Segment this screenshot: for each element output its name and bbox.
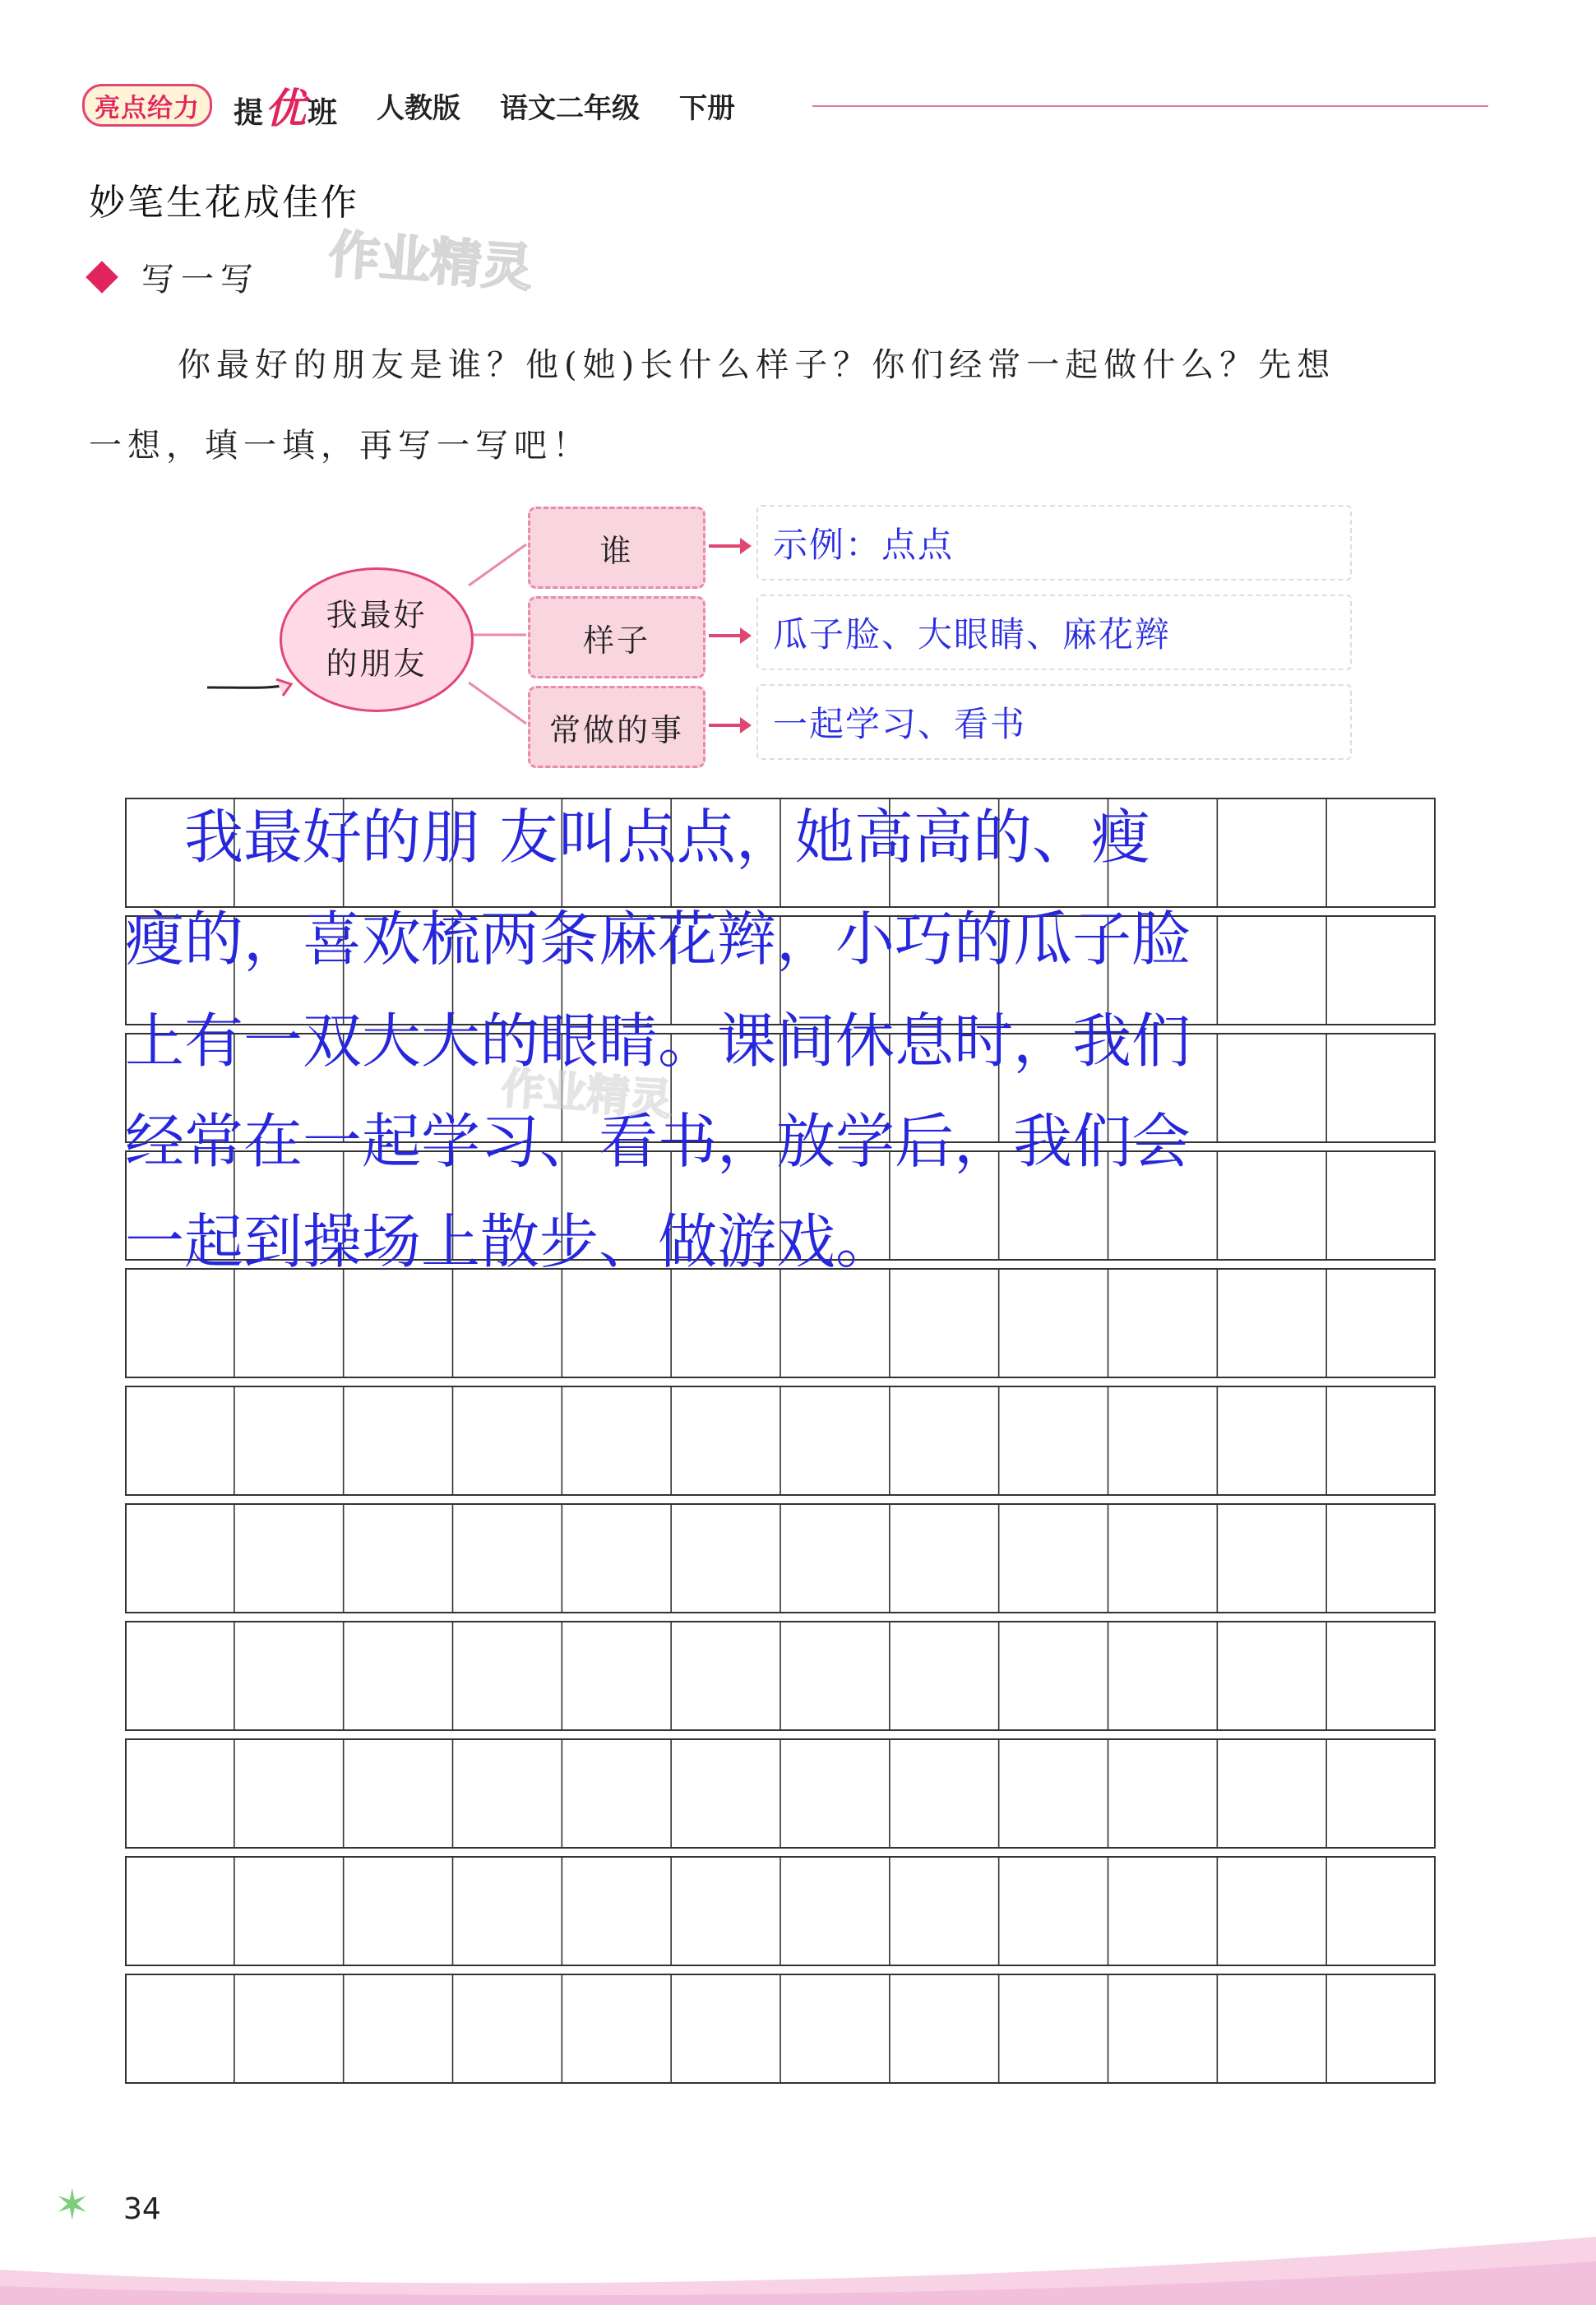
essay-line: 瘦的，喜欢梳两条麻花辫，小巧的瓜子脸 — [125, 905, 1191, 974]
arrow-icon — [709, 634, 748, 637]
section-title: 妙笔生花成佳作 — [89, 182, 359, 224]
series-suffix: 班 — [308, 96, 338, 130]
node-who: 谁 — [528, 507, 705, 589]
footer-swoosh — [0, 2220, 1596, 2305]
answer-who[interactable]: 示例：点点 — [756, 505, 1352, 581]
edition: 人教版 — [377, 91, 461, 125]
mind-map — [0, 0, 1596, 822]
star-icon: ✶ — [54, 2181, 90, 2230]
prompt-line-1: 你最好的朋友是谁？他(她)长什么样子？你们经常一起做什么？先想 — [178, 346, 1336, 384]
arrow-icon — [709, 544, 748, 548]
essay-line: 我最好的朋 友叫点点，她高高的、瘦 — [125, 803, 1150, 872]
subject: 语文二年级 — [500, 91, 641, 125]
center-line-1: 我最好 — [326, 597, 428, 634]
brand-badge: 亮点给力 — [82, 84, 212, 127]
answer-appearance[interactable]: 瓜子脸、大眼睛、麻花辫 — [756, 595, 1352, 670]
series-prefix: 提 — [234, 96, 264, 130]
prompt-line-2: 一想，填一填，再写一写吧！ — [89, 427, 591, 465]
center-line-2: 的朋友 — [326, 646, 428, 682]
subsection-label: 写一写 — [141, 261, 260, 299]
volume: 下册 — [679, 91, 736, 125]
arrow-icon — [709, 724, 748, 727]
essay-line: 上有一双大大的眼睛。课间休息时，我们 — [125, 1007, 1191, 1076]
watermark: 作业精灵 — [499, 1063, 674, 1126]
grid-lines — [125, 798, 1436, 2087]
answer-activities[interactable]: 一起学习、看书 — [756, 684, 1352, 760]
node-appearance: 样子 — [528, 596, 705, 678]
series-highlight: 优 — [265, 85, 307, 132]
page-number: 34 — [123, 2192, 161, 2226]
watermark: 作业精灵 — [326, 224, 534, 299]
center-bubble — [280, 567, 474, 712]
essay-line: 一起到操场上散步、做游戏。 — [125, 1207, 895, 1276]
essay-line: 经常在一起学习、看书，放学后，我们会 — [125, 1107, 1191, 1176]
node-activities: 常做的事 — [528, 686, 705, 768]
writing-grid[interactable] — [125, 798, 1436, 2087]
